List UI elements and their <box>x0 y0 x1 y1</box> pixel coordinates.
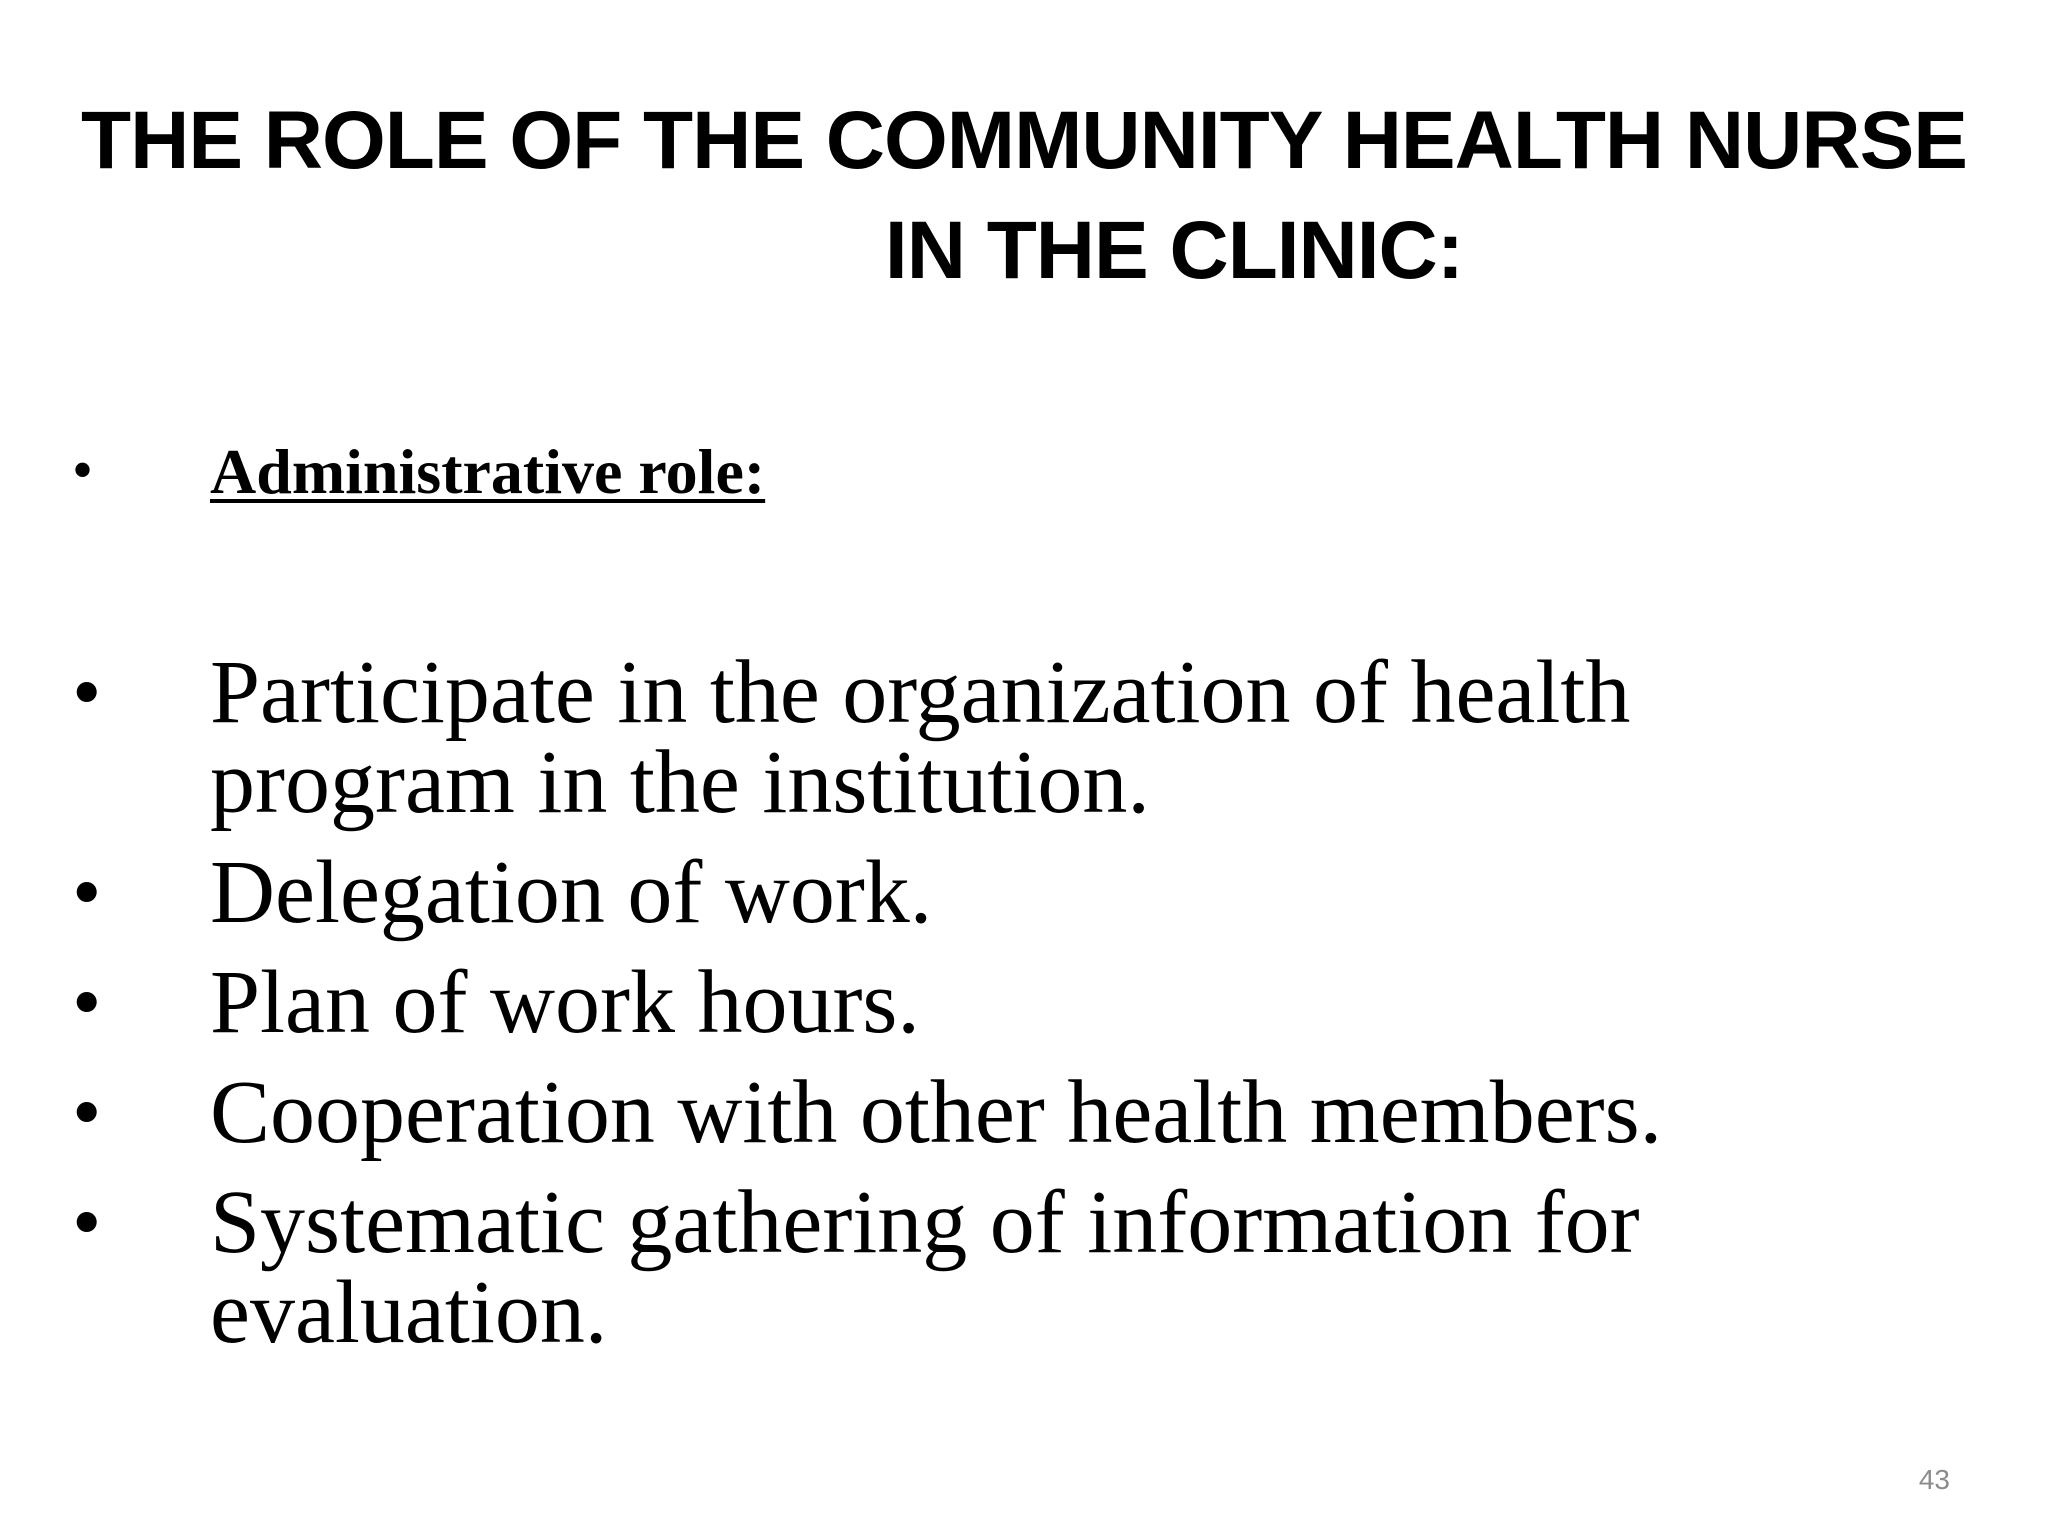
bullet-icon: • <box>72 646 102 739</box>
bullet-icon: • <box>72 846 102 939</box>
page-number: 43 <box>1918 1464 1950 1495</box>
list-item: Delegation of work. <box>210 843 933 942</box>
list-item: Systematic gathering of information for evaluation. <box>210 1173 1640 1362</box>
title-line-2: IN THE CLINIC: <box>884 205 1464 296</box>
list-item: Participate in the organization of health program in the institution. <box>210 643 1631 832</box>
bullet-icon: • <box>72 1176 102 1269</box>
bullet-icon: • <box>72 1066 102 1159</box>
list-item: Plan of work hours. <box>210 953 920 1052</box>
section-heading: Administrative role: <box>210 436 766 507</box>
title-line-1: THE ROLE OF THE COMMUNITY HEALTH NURSE <box>81 95 1967 186</box>
list-item: Cooperation with other health members. <box>210 1063 1663 1162</box>
bullet-icon: • <box>72 956 102 1049</box>
bullet-icon: • <box>72 437 94 503</box>
